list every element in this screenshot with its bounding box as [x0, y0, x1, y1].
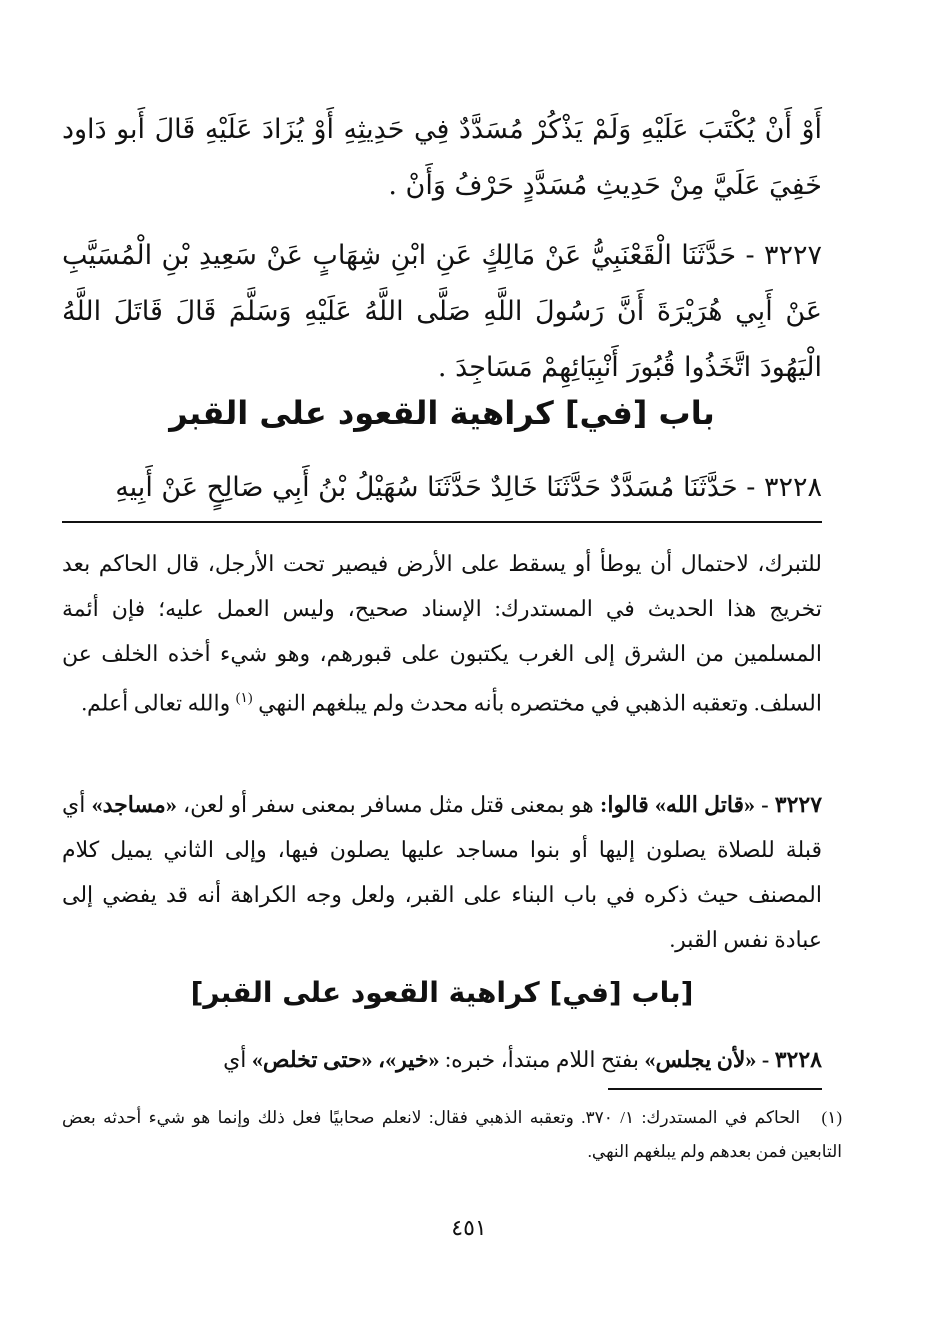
- footnote-divider: [608, 1088, 822, 1090]
- page-number: ٤٥١: [451, 1216, 487, 1241]
- commentary-keyword: «مساجد»: [91, 792, 177, 817]
- commentary-text: أي: [223, 1047, 247, 1072]
- commentary-text: أي قبلة للصلاة يصلون إليها أو بنوا مساجد عليها يصلون فيها، وإلى الثاني يميل كلام المصنف حيث ذكره في باب البناء على القبر، ولعل وجه الكراهة أنه قد يفضي إلى عبادة نفس القبر.: [62, 792, 822, 952]
- hadith-text-continued: أَوْ أَنْ يُكْتَبَ عَلَيْهِ وَلَمْ يَذْكُرْ مُسَدَّدٌ فِي حَدِيثِهِ أَوْ يُزَادَ عَلَيْهِ قَالَ أَبو دَاود خَفِيَ عَلَيَّ مِنْ حَدِيثِ مُسَدَّدٍ حَرْفُ وَأَنْ .: [62, 114, 822, 201]
- commentary-text: هو بمعنى قتل مثل مسافر بمعنى سفر أو لعن،: [183, 792, 594, 817]
- hadith-3228: ٣٢٢٨ - حَدَّثَنَا مُسَدَّدٌ حَدَّثَنَا خَالِدٌ حَدَّثَنَا سُهَيْلُ بْنُ أَبِي صَالِحٍ عَنْ أَبِيهِ: [115, 472, 822, 503]
- chapter-heading: باب [في] كراهية القعود على القبر: [169, 394, 715, 432]
- commentary-divider: [62, 521, 822, 523]
- footnote-text: الحاكم في المستدرك: ١/ ٣٧٠. وتعقبه الذهبي فقال: لانعلم صحابيًا فعل ذلك وإنما هو شيء أحدثه بعض التابعين فمن بعدهم ولم يبلغهم النهي.: [62, 1108, 842, 1161]
- hadith-3227: ٣٢٢٧ - حَدَّثَنَا الْقَعْنَبِيُّ عَنْ مَالِكٍ عَنِ ابْنِ شِهَابٍ عَنْ سَعِيدِ بْنِ الْمُسَيَّبِ عَنْ أَبِي هُرَيْرَةَ أَنَّ رَسُولَ اللَّهِ صَلَّى اللَّهُ عَلَيْهِ وَسَلَّمَ قَالَ قَاتَلَ اللَّهُ الْيَهُودَ اتَّخَذُوا قُبُورَ أَنْبِيَائِهِمْ مَسَاجِدَ .: [62, 240, 822, 383]
- commentary-chapter-heading: [باب [في] كراهية القعود على القبر]: [190, 976, 694, 1009]
- commentary-keyword: «خير»، «حتى تخلص»: [251, 1047, 440, 1072]
- commentary-lead: ٣٢٢٨ - «لأن يجلس»: [644, 1047, 822, 1072]
- commentary-text: بفتح اللام مبتدأ، خبره:: [445, 1047, 640, 1072]
- commentary-text-tail: والله تعالى أعلم.: [81, 690, 231, 716]
- commentary-3228: [62, 1037, 822, 1082]
- commentary-3227: [62, 782, 822, 962]
- commentary-lead: ٣٢٢٧ - «قاتل الله» قالوا:: [600, 792, 823, 817]
- footnote: [62, 1101, 842, 1169]
- footnote-number: (١): [821, 1108, 843, 1127]
- commentary-text: للتبرك، لاحتمال أن يوطأ أو يسقط على الأرض فيصير تحت الأرجل، قال الحاكم بعد تخريج هذا الحديث في المستدرك: الإسناد صحيح، وليس العمل عليه؛ فإن أئمة المسلمين من الشرق إلى الغرب يكتبون على قبورهم، وهو شيء أخذه الخلف عن السلف. وتعقبه الذهبي في مختصره بأنه محدث ولم يبلغهم النهي: [62, 551, 822, 716]
- footnote-reference[interactable]: (١): [235, 691, 253, 706]
- commentary-paragraph: [62, 541, 822, 725]
